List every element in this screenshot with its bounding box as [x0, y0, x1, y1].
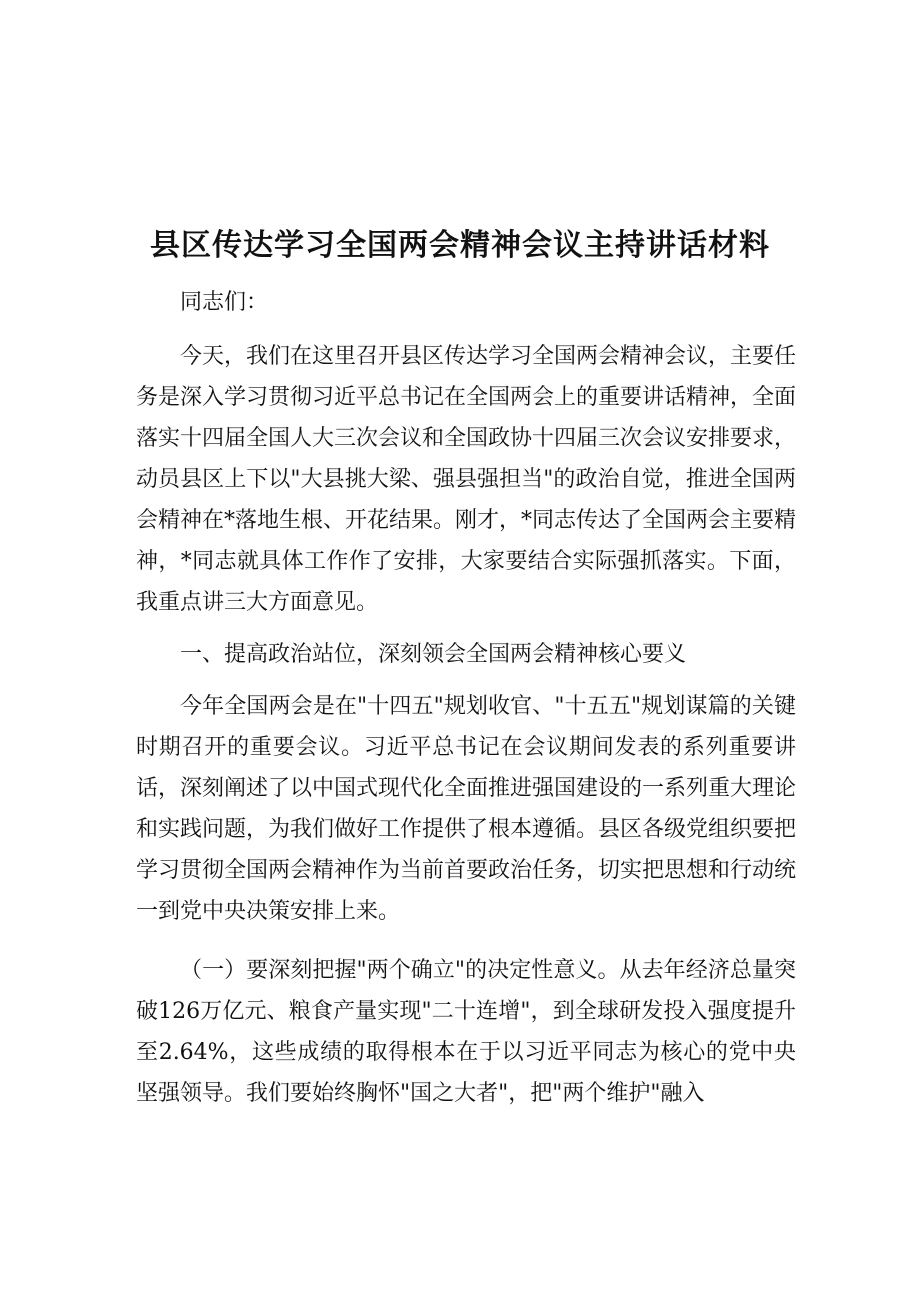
salutation: 同志们：: [180, 290, 269, 315]
section-heading-1: 一、提高政治站位，深刻领会全国两会精神核心要义: [180, 642, 687, 667]
paragraph-opening: 今天，我们在这里召开县区传达学习全国两会精神会议，主要任务是深入学习贯彻习近平总书记在全国两会上的重要讲话精神，全面落实十四届全国人大三次会议和全国政协十四届三次会议安排要求，动员县区上下以"大县挑大梁、强县强担当"的政治自觉，推进全国两会精神在*落地生根、开花结果。刚才，*同志传达了全国两会主要精神，*同志就具体工作作了安排，大家要结合实际强抓落实。下面，我重点讲三大方面意见。: [136, 344, 797, 615]
paragraph-subsection-1: （一）要深刻把握"两个确立"的决定性意义。从去年经济总量突破126万亿元、粮食产量实现"二十连增"，到全球研发投入强度提升至2.64%，这些成绩的取得根本在于以习近平同志为核心的党中央坚强领导。我们要始终胸怀"国之大者"，把"两个维护"融入: [136, 958, 797, 1106]
paragraph-section-1: 今年全国两会是在"十四五"规划收官、"十五五"规划谋篇的关键时期召开的重要会议。习近平总书记在会议期间发表的系列重要讲话，深刻阐述了以中国式现代化全面推进强国建设的一系列重大理论和实践问题，为我们做好工作提供了根本遵循。县区各级党组织要把学习贯彻全国两会精神作为当前首要政治任务，切实把思想和行动统一到党中央决策安排上来。: [136, 694, 797, 924]
document-title: 县区传达学习全国两会精神会议主持讲话材料: [150, 228, 770, 263]
document-body: [136, 282, 796, 1114]
